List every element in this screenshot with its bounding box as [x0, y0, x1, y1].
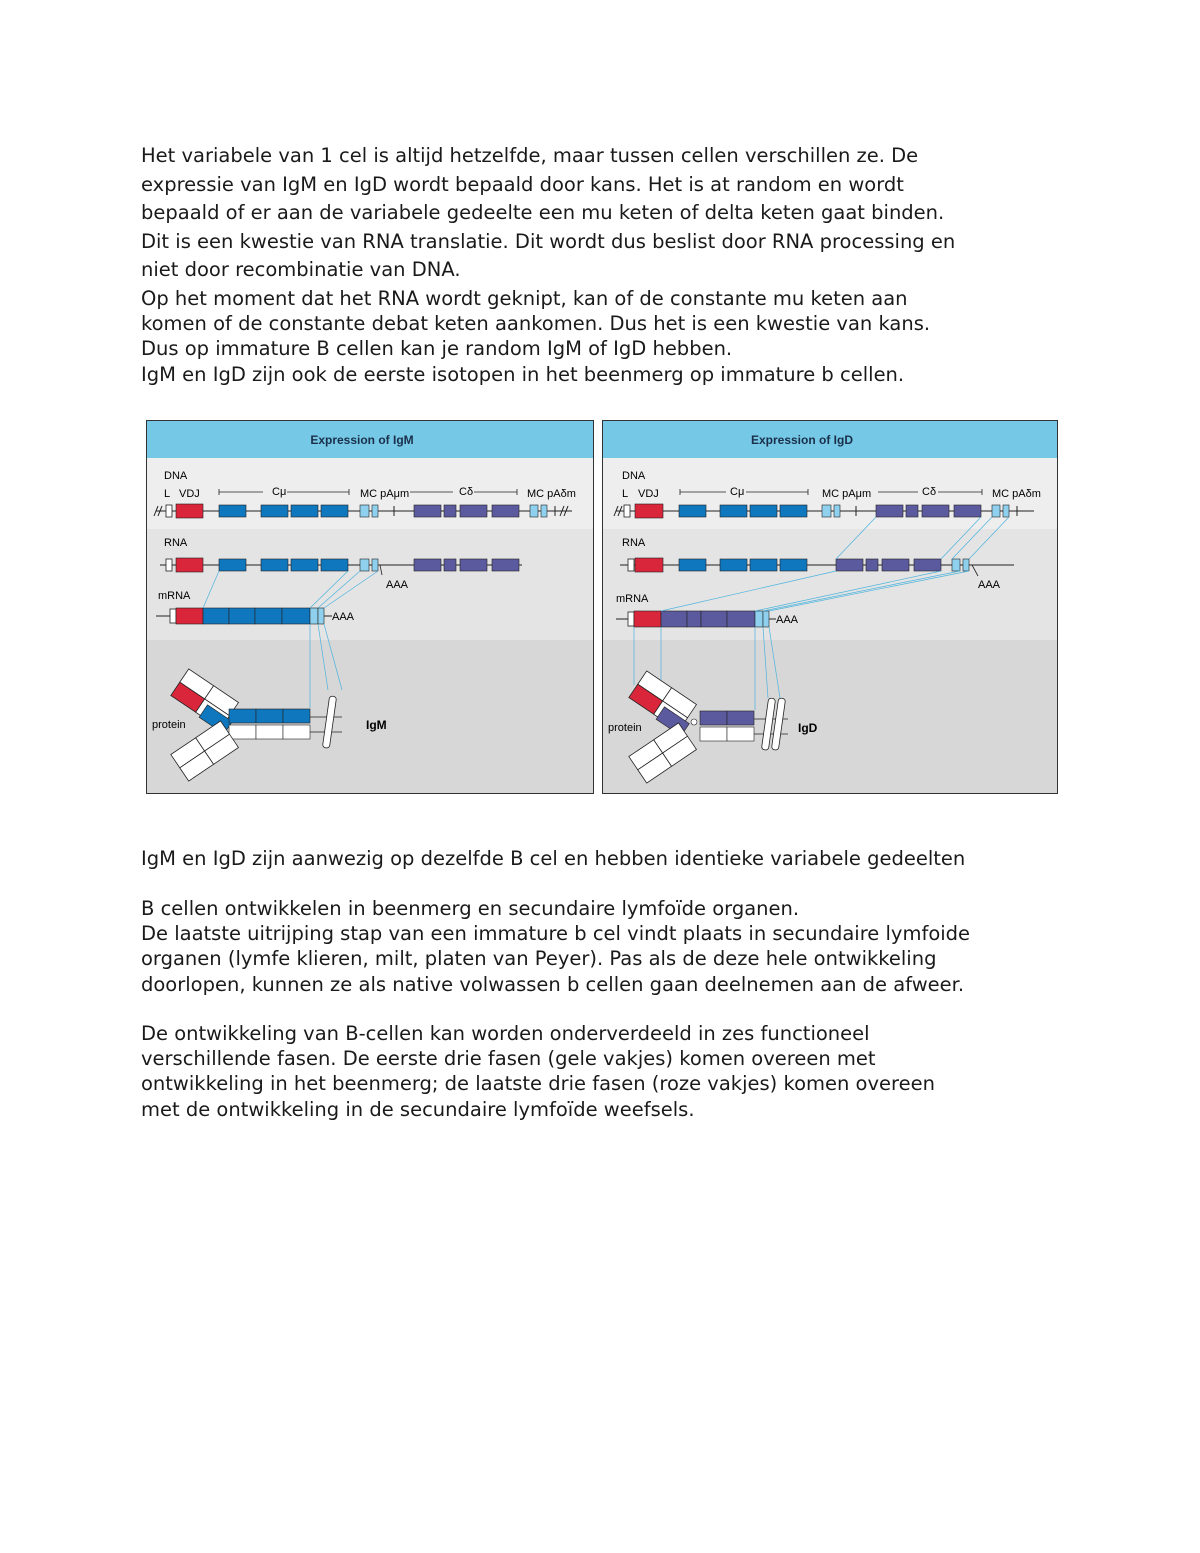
rna-label: RNA	[622, 537, 646, 549]
mc-pa-mu-label: MC pAμm	[360, 488, 410, 500]
antibody-label: IgM	[366, 718, 387, 732]
text-line: De ontwikkeling van B-cellen kan worden onderverdeeld in zes functioneel	[141, 1022, 870, 1045]
paragraph-identical-variable	[141, 846, 1071, 871]
text-line: Dit is een kwestie van RNA translatie. Dit wordt dus beslist door RNA processing en	[141, 229, 956, 253]
text-line: IgM en IgD zijn aanwezig op dezelfde B cel en hebben identieke variabele gedeelten	[141, 847, 966, 870]
c-mu-label: Cμ	[730, 486, 745, 498]
vdj-label: VDJ	[179, 488, 200, 500]
c-delta-label: Cδ	[459, 486, 474, 498]
text-line: ontwikkeling in het beenmerg; de laatste drie fasen (roze vakjes) komen overeen	[141, 1072, 935, 1096]
text-line: verschillende fasen. De eerste drie fasen (gele vakjes) komen overeen met	[141, 1047, 876, 1071]
l-label: L	[164, 488, 171, 500]
antibody-label: IgD	[798, 721, 818, 735]
panel-title: Expression of IgM	[310, 433, 414, 447]
text-line: met de ontwikkeling in de secundaire lymfoïde weefsels.	[141, 1097, 695, 1121]
aaa-label: AAA	[978, 579, 1001, 591]
panel-title: Expression of IgD	[750, 433, 854, 447]
aaa-mrna-label: AAA	[776, 614, 799, 626]
mrna-label: mRNA	[158, 590, 191, 602]
text-line: organen (lymfe klieren, milt, platen van Peyer). Pas als de deze hele ontwikkeling	[141, 947, 937, 971]
mc-pa-delta-label: MC pAδm	[527, 488, 576, 500]
protein-label: protein	[608, 722, 642, 734]
text-line: Het variabele van 1 cel is altijd hetzelfde, maar tussen cellen verschillen ze. De	[141, 144, 919, 167]
text-line: B cellen ontwikkelen in beenmerg en secundaire lymfoïde organen.	[141, 897, 800, 920]
c-mu-label: Cμ	[272, 486, 287, 498]
dna-label: DNA	[164, 470, 188, 482]
text-line: De laatste uitrijping stap van een immature b cel vindt plaats in secundaire lymfoide	[141, 922, 971, 946]
panel-igm	[147, 421, 594, 794]
expression-figure	[146, 420, 1058, 795]
paragraph-variable-region	[141, 142, 1071, 285]
aaa-label: AAA	[386, 579, 409, 591]
text-line: IgM en IgD zijn ook de eerste isotopen in het beenmerg op immature b cellen.	[141, 362, 905, 386]
text-line: bepaald of er aan de variabele gedeelte een mu keten of delta keten gaat binden.	[141, 201, 945, 225]
text-line: Dus op immature B cellen kan je random IgM of IgD hebben.	[141, 337, 733, 361]
rna-label: RNA	[164, 537, 188, 549]
text-line: niet door recombinatie van DNA.	[141, 258, 461, 282]
protein-label: protein	[152, 719, 186, 731]
mc-pa-mu-label: MC pAμm	[822, 488, 872, 500]
paragraph-rna-splicing	[141, 286, 1071, 387]
l-label: L	[622, 488, 629, 500]
text-line: komen of de constante debat keten aankomen. Dus het is een kwestie van kans.	[141, 312, 931, 336]
vdj-label: VDJ	[638, 488, 659, 500]
mc-pa-delta-label: MC pAδm	[992, 488, 1041, 500]
aaa-mrna-label: AAA	[332, 611, 355, 623]
dna-label: DNA	[622, 470, 646, 482]
text-line: doorlopen, kunnen ze als native volwassen b cellen gaan deelnemen aan de afweer.	[141, 972, 965, 996]
paragraph-development-phases	[141, 1021, 1071, 1122]
c-delta-label: Cδ	[922, 486, 937, 498]
paragraph-b-cell-maturation	[141, 896, 1071, 997]
panel-igd	[603, 421, 1058, 794]
text-line: Op het moment dat het RNA wordt geknipt, kan of de constante mu keten aan	[141, 287, 908, 310]
text-line: expressie van IgM en IgD wordt bepaald door kans. Het is at random en wordt	[141, 172, 904, 196]
mrna-label: mRNA	[616, 593, 649, 605]
